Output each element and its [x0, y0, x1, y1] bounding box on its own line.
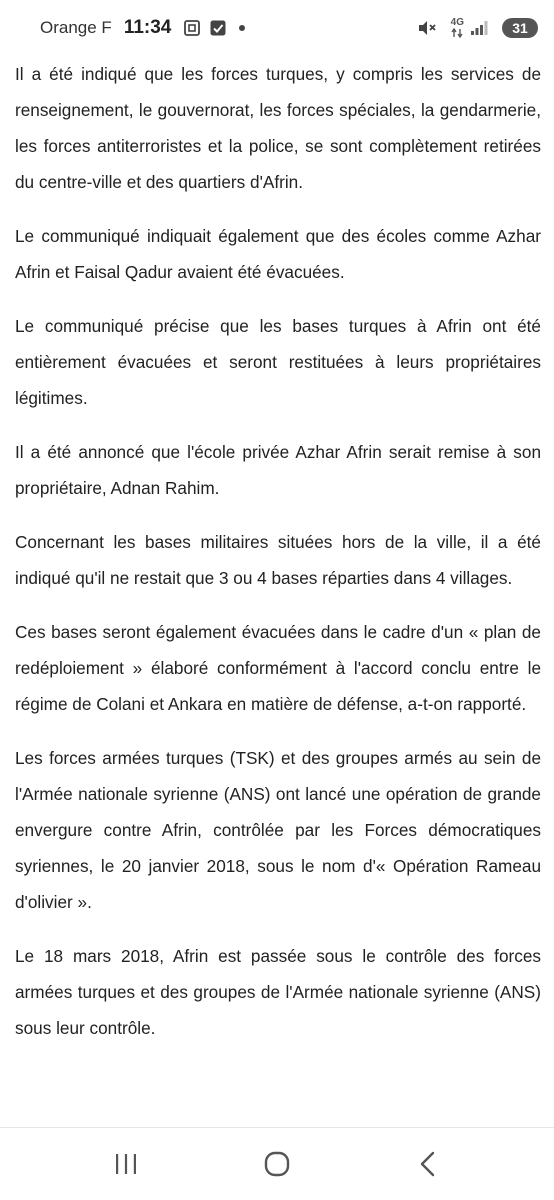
article-paragraph: Concernant les bases militaires situées hors de la ville, il a été indiqué qu'il ne restait que 3 ou 4 bases réparties dans 4 villages.	[15, 532, 541, 588]
data-arrows-icon	[451, 28, 463, 38]
article-body	[15, 56, 541, 1064]
article-paragraph: Le 18 mars 2018, Afrin est passée sous le contrôle des forces armées turques et des groupes de l'Armée nationale syrienne (ANS) sous leur contrôle.	[15, 946, 541, 1038]
battery-level: 31	[512, 20, 528, 36]
status-time: 11:34	[123, 17, 172, 38]
status-bar	[0, 0, 554, 56]
signal-icon	[470, 20, 488, 36]
article-paragraph: Il a été indiqué que les forces turques, y compris les services de renseignement, le gouvernorat, les forces spéciales, la gendarmerie, les forces antiterroristes et la police, se sont complètement retirées du centre-ville et des quartiers d'Afrin.	[15, 64, 541, 192]
back-icon	[416, 1150, 440, 1178]
home-icon	[263, 1150, 291, 1178]
notification-dot-icon	[235, 25, 245, 31]
recent-apps-icon	[113, 1152, 139, 1176]
screenshot-icon	[183, 19, 201, 37]
battery-icon	[502, 18, 538, 38]
status-right-group	[417, 18, 538, 38]
recent-apps-button[interactable]	[96, 1134, 156, 1194]
checkbox-icon	[209, 19, 227, 37]
article-paragraph: Les forces armées turques (TSK) et des groupes armés au sein de l'Armée nationale syrienne (ANS) ont lancé une opération de grande envergure contre Afrin, contrôlée par les Forces démocratiques syriennes, le 20 janvier 2018, sous le nom d'« Opération Rameau d'olivier ».	[15, 748, 541, 912]
carrier-name: Orange F	[40, 18, 112, 37]
article-paragraph: Il a été annoncé que l'école privée Azhar Afrin serait remise à son propriétaire, Adnan Rahim.	[15, 442, 541, 498]
article-paragraph: Ces bases seront également évacuées dans le cadre d'un « plan de redéploiement » élaboré conformément à l'accord conclu entre le régime de Colani et Ankara en matière de défense, a-t-on rapporté.	[15, 622, 541, 714]
back-button[interactable]	[398, 1134, 458, 1194]
article-paragraph: Le communiqué précise que les bases turques à Afrin ont été entièrement évacuées et seront restituées à leurs propriétaires légitimes.	[15, 316, 541, 408]
article-paragraph: Le communiqué indiquait également que des écoles comme Azhar Afrin et Faisal Qadur avaient été évacuées.	[15, 226, 541, 282]
navigation-bar	[0, 1128, 554, 1200]
network-type-group	[451, 18, 464, 38]
network-type: 4G	[450, 17, 464, 28]
home-button[interactable]	[247, 1134, 307, 1194]
mute-icon	[417, 19, 437, 37]
